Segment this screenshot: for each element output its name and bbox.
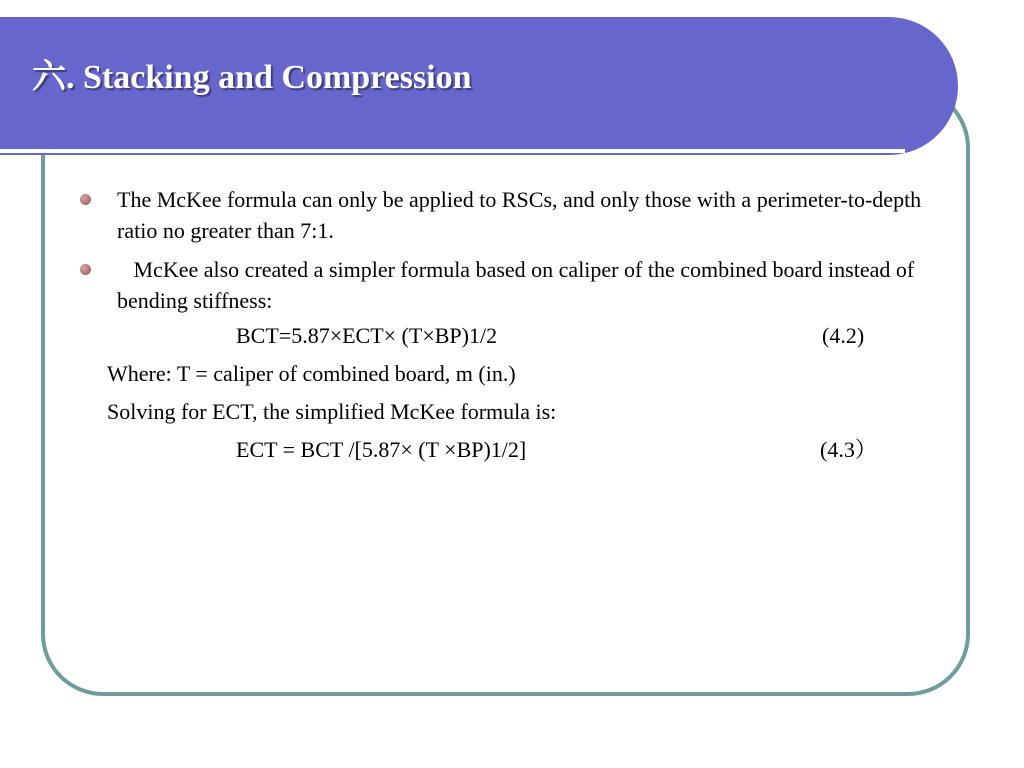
bullet-icon xyxy=(80,194,91,205)
bullet-text-1: The McKee formula can only be applied to RSCs, and only those with a perimeter-to-depth ratio no greater than 7:1. xyxy=(117,187,922,243)
equation-4-2: BCT=5.87×ECT× (T×BP)1/2 xyxy=(236,323,498,348)
bullet-icon xyxy=(80,264,91,275)
content-frame xyxy=(41,86,970,696)
solving-statement: Solving for ECT, the simplified McKee formula is: xyxy=(107,399,557,424)
equation-4-3: ECT = BCT /[5.87× (T ×BP)1/2] xyxy=(236,437,527,462)
where-definition: Where: T = caliper of combined board, m (in.) xyxy=(107,361,516,386)
title-underline xyxy=(0,149,905,153)
slide-title: 六. Stacking and Compression xyxy=(32,59,472,96)
equation-number-4-2: (4.2) xyxy=(822,323,865,348)
equation-number-4-3: (4.3） xyxy=(820,437,877,462)
bullet-text-2: McKee also created a simpler formula based on caliper of the combined board instead of bending stiffness: xyxy=(117,257,920,313)
